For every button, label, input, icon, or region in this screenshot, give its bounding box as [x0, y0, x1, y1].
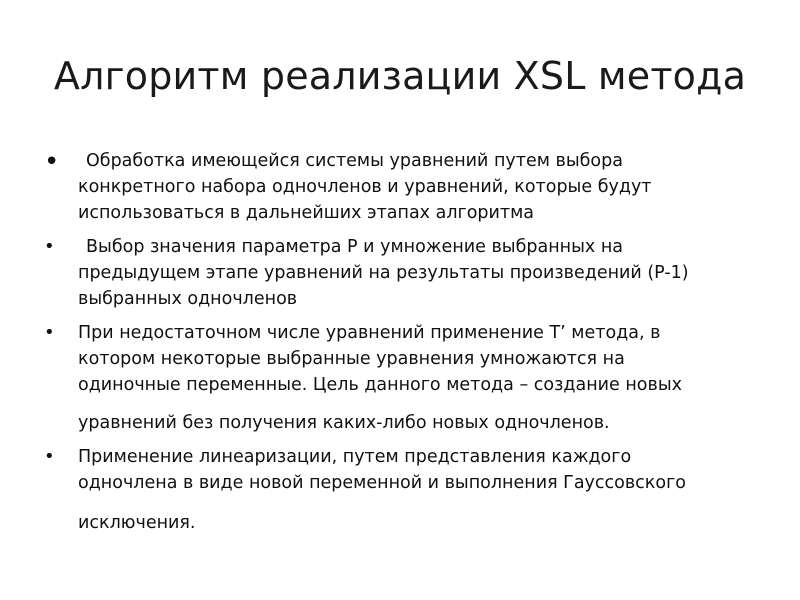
- bullet-line: Применение линеаризации, путем представления каждого: [78, 447, 632, 467]
- bullet-line: При недостаточном числе уравнений применение T’ метода, в: [78, 323, 661, 343]
- bullet-line: исключения.: [78, 513, 196, 533]
- bullet-marker-icon: •: [44, 322, 55, 343]
- bullet-line: использоваться в дальнейших этапах алгоритма: [78, 203, 535, 223]
- bullet-item-2: [44, 234, 734, 312]
- bullet-text: [78, 148, 734, 226]
- bullet-line: конкретного набора одночленов и уравнений, которые будут: [78, 177, 652, 197]
- bullet-line: одночлена в виде новой переменной и выполнения Гауссовского: [78, 473, 686, 493]
- bullet-line: Обработка имеющейся системы уравнений путем выбора: [86, 151, 623, 171]
- bullet-line: Выбор значения параметра P и умножение выбранных на: [86, 237, 624, 257]
- bullet-line: одиночные переменные. Цель данного метода – создание новых: [78, 375, 682, 395]
- bullet-text: [78, 234, 734, 312]
- bullet-marker-icon: •: [44, 147, 60, 177]
- bullet-marker-icon: •: [44, 446, 55, 467]
- bullet-text: [78, 444, 734, 536]
- bullet-item-3: [44, 320, 734, 436]
- bullet-line: котором некоторые выбранные уравнения умножаются на: [78, 349, 625, 369]
- bullet-list: [44, 148, 734, 536]
- bullet-line: выбранных одночленов: [78, 289, 298, 309]
- bullet-item-1: [44, 148, 734, 226]
- slide-title: Алгоритм реализации XSL метода: [53, 54, 747, 98]
- bullet-marker-icon: •: [44, 236, 55, 257]
- bullet-line: предыдущем этапе уравнений на результаты произведений (P-1): [78, 263, 689, 283]
- bullet-text: [78, 320, 734, 436]
- bullet-item-4: [44, 444, 734, 536]
- bullet-line: уравнений без получения каких-либо новых одночленов.: [78, 413, 610, 433]
